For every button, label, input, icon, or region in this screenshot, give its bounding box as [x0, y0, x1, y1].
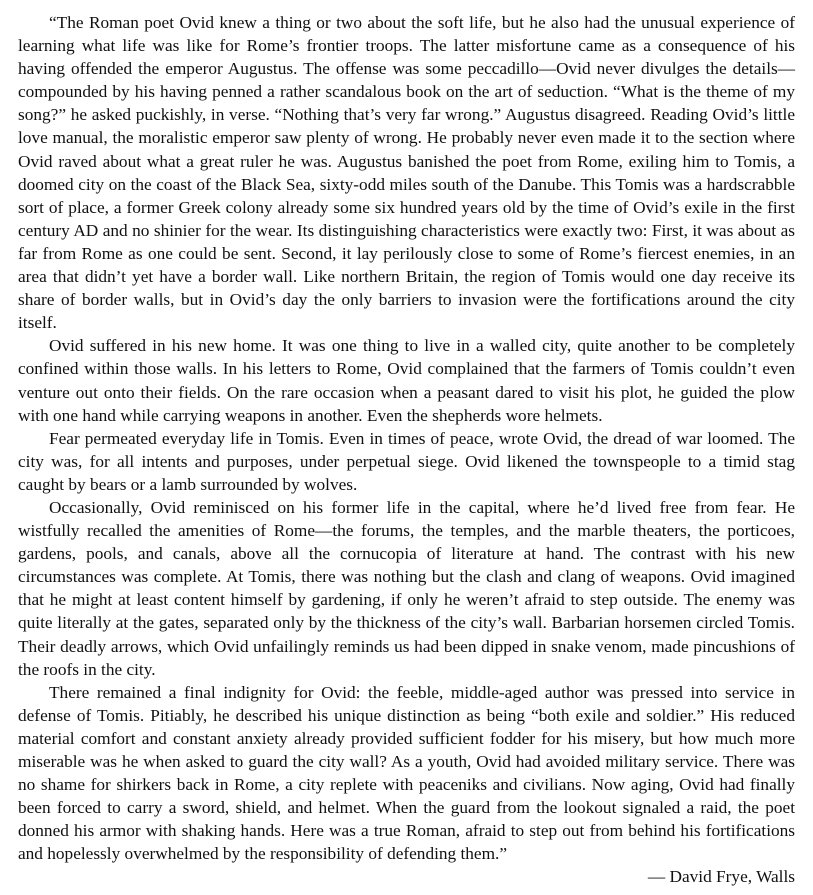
- paragraph-4: Occasionally, Ovid reminisced on his former life in the capital, where he’d lived free from fear. He wistfully recalled the amenities of Rome—the forums, the temples, and the marble theaters, the porticoes, gardens, pools, and canals, above all the cornucopia of literature at hand. The contrast with his new circumstances was complete. At Tomis, there was nothing but the clash and clang of weapons. Ovid imagined that he might at least content himself by gardening, if only he weren’t afraid to step outside. The enemy was quite literally at the gates, separated only by the thickness of the city’s wall. Barbarian horsemen circled Tomis. Their deadly arrows, which Ovid unfailingly reminds us had been dipped in snake venom, made pincushions of the roofs in the city.: [18, 497, 795, 679]
- attribution: — David Frye, Walls: [647, 867, 795, 887]
- paragraph-2: Ovid suffered in his new home. It was one thing to live in a walled city, quite another to be completely confined within those walls. In his letters to Rome, Ovid complained that the farmers of Tomis couldn’t even venture out onto their fields. On the rare occasion when a peasant dared to visit his plot, he guided the plow with one hand while carrying weapons in another. Even the shepherds wore helmets.: [18, 336, 795, 425]
- paragraph-3: Fear permeated everyday life in Tomis. Even in times of peace, wrote Ovid, the dread of war loomed. The city was, for all intents and purposes, under perpetual siege. Ovid likened the townspeople to a timid stag caught by bears or a lamb surrounded by wolves.: [18, 428, 795, 494]
- paragraph-1: “The Roman poet Ovid knew a thing or two about the soft life, but he also had the unusual experience of learning what life was like for Rome’s frontier troops. The latter misfortune came as a consequence of his having offended the emperor Augustus. The offense was some peccadillo—Ovid never divulges the details—compounded by his having penned a rather scandalous book on the art of seduction. “What is the theme of my song?” he asked puckishly, in verse. “Nothing that’s very far wrong.” Augustus disagreed. Reading Ovid’s little love manual, the moralistic emperor saw plenty of wrong. He probably never even made it to the section where Ovid raved about what a great ruler he was. Augustus banished the poet from Rome, exiling him to Tomis, a doomed city on the coast of the Black Sea, sixty-odd miles south of the Danube. This Tomis was a hardscrabble sort of place, a former Greek colony already some six hundred years old by the time of Ovid’s exile in the first century AD and no shinier for the wear. Its distinguishing characteristics were exactly two: First, it was about as far from Rome as one could be sent. Second, it lay perilously close to some of Rome’s fiercest enemies, in an area that didn’t yet have a border wall. Like northern Britain, the region of Tomis would one day receive its share of border walls, but in Ovid’s day the only barriers to invasion were the fortifications around the city itself.: [18, 13, 795, 333]
- paragraph-5: There remained a final indignity for Ovid: the feeble, middle-aged author was pressed into service in defense of Tomis. Pitiably, he described his unique distinction as being “both exile and soldier.” His reduced material comfort and constant anxiety already provided sufficient fodder for his misery, but how much more miserable was he when asked to guard the city wall? As a youth, Ovid had avoided military service. There was no shame for shirkers back in Rome, a city replete with peaceniks and civilians. Now aging, Ovid had finally been forced to carry a sword, shield, and helmet. When the guard from the lookout signaled a raid, the poet donned his armor with shaking hands. Here was a true Roman, afraid to step out from behind his fortifications and hopelessly overwhelmed by the responsibility of defending them.”: [18, 682, 795, 864]
